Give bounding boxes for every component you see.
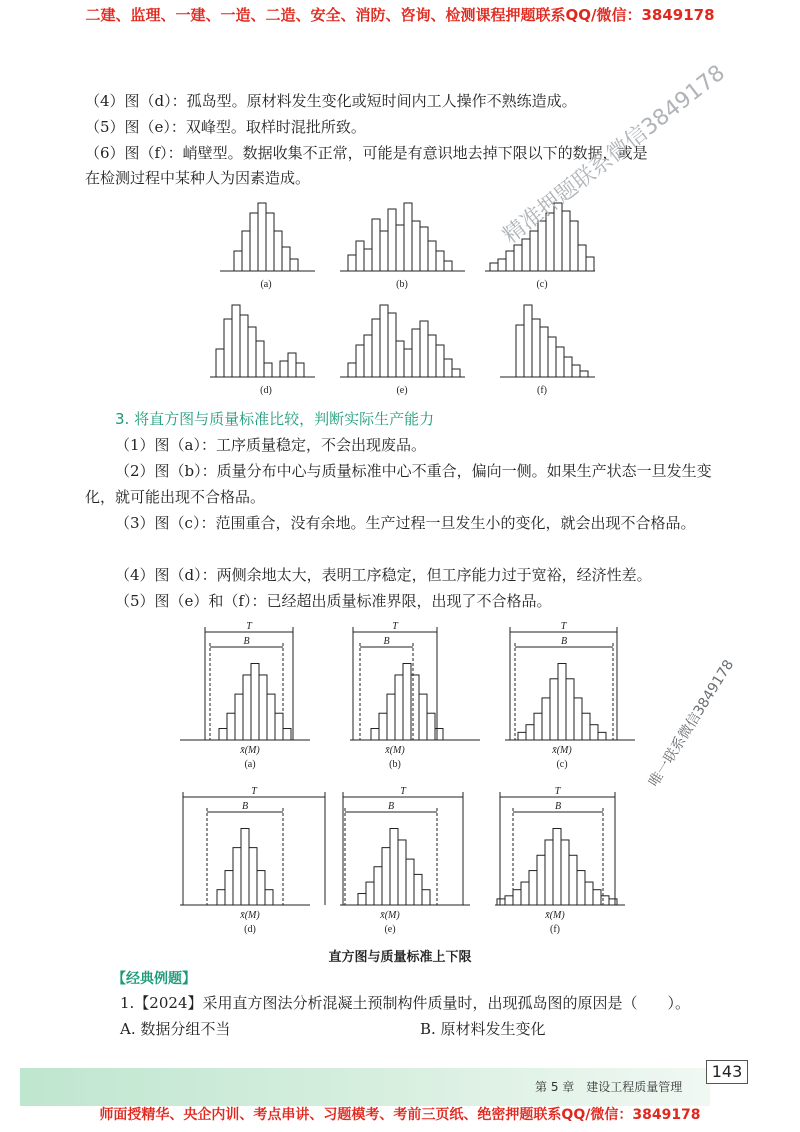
histogram-bar: [550, 679, 558, 740]
histogram-bar: [529, 871, 537, 905]
center-label: x̄(M): [385, 745, 405, 756]
histogram-bar: [566, 679, 574, 740]
fig1-label-a: (a): [260, 279, 272, 290]
paragraph-compare-a: （1）图（a）：工序质量稳定，不会出现废品。: [115, 436, 426, 454]
histogram-bar: [283, 729, 291, 740]
paragraph-compare-d: （4）图（d）：两侧余地太大，表明工序稳定，但工序能力过于宽裕，经济性差。: [115, 566, 652, 584]
tolerance-label: T: [400, 786, 406, 797]
fig1-label-e: (e): [396, 385, 408, 396]
footer-chapter: 第 5 章 建设工程质量管理: [535, 1080, 683, 1094]
histogram-bar: [601, 896, 609, 905]
histogram-bar: [521, 882, 529, 905]
figure-caption: 直方图与质量标准上下限: [328, 950, 472, 965]
panel-label: (c): [556, 759, 568, 770]
histogram-bar: [233, 848, 241, 905]
center-label: x̄(M): [240, 910, 260, 921]
histogram-bar: [371, 729, 379, 740]
histogram-limits-figure: [175, 620, 635, 940]
histogram-bar: [406, 859, 414, 905]
paragraph-cliff-type: （6）图（f）：峭壁型。数据收集不正常，可能是有意识地去掉下限以下的数据，或是: [85, 144, 648, 162]
panel-label: (f): [550, 924, 560, 935]
bottom-advert-banner: 师面授精华、央企内训、考点串讲、习题模考、考前三页纸、绝密押题联系QQ/微信：3849178: [99, 1107, 701, 1123]
top-advert-banner: 二建、监理、一建、一造、二造、安全、消防、咨询、检测课程押题联系QQ/微信：3849178: [85, 6, 715, 24]
histogram-bar: [574, 698, 582, 740]
histogram-bar: [609, 899, 617, 905]
histogram-bar: [382, 848, 390, 905]
histogram-bar: [542, 698, 550, 740]
paragraph-compare-c: （3）图（c）：范围重合，没有余地。生产过程一旦发生小的变化，就会出现不合格品。: [115, 514, 696, 532]
paragraph-compare-ef: （5）图（e）和（f）：已经超出质量标准界限，出现了不合格品。: [115, 592, 552, 610]
example-question: 1.【2024】采用直方图法分析混凝土预制构件质量时，出现孤岛图的原因是（ ）。: [120, 994, 690, 1012]
histogram-bar: [513, 890, 521, 905]
option-b: B. 原材料发生变化: [420, 1020, 546, 1038]
histogram-bar: [387, 694, 395, 740]
center-label: x̄(M): [240, 745, 260, 756]
paragraph-compare-b: （2）图（b）：质量分布中心与质量标准中心不重合，偏向一侧。如果生产状态一旦发生变化，就可能出现不合格品。: [85, 462, 712, 506]
tolerance-label: T: [560, 621, 567, 632]
watermark-diagonal-side: 唯一联系微信3849178: [646, 657, 738, 790]
histogram-bar: [241, 829, 249, 906]
histogram-bar: [395, 675, 403, 740]
histogram-bar: [225, 871, 233, 905]
histogram-bar: [598, 732, 606, 740]
histogram-bar: [422, 890, 430, 905]
histogram-bar: [259, 675, 267, 740]
fig1-label-c: (c): [536, 279, 548, 290]
histogram-bar: [414, 874, 422, 905]
histogram-bar: [403, 664, 411, 741]
histogram-bar: [526, 725, 534, 740]
paragraph-cliff-type-cont: 在检测过程中某种人为因素造成。: [85, 169, 311, 187]
histogram-bar: [585, 882, 593, 905]
fig1-label-f: (f): [537, 385, 547, 396]
spread-label: B: [554, 801, 562, 812]
paragraph-double-peak-type: （5）图（e）：双峰型。取样时混批所致。: [85, 118, 366, 136]
histogram-bar: [275, 713, 283, 740]
histogram-bar: [537, 855, 545, 905]
section-title-capability: 3. 将直方图与质量标准比较，判断实际生产能力: [115, 410, 435, 428]
histogram-bar: [379, 713, 387, 740]
histogram-bar: [217, 890, 225, 905]
histogram-bar: [545, 840, 553, 905]
panel-label: (e): [384, 924, 396, 935]
histogram-bar: [267, 694, 275, 740]
histogram-bar: [558, 664, 566, 741]
histogram-bar: [534, 713, 542, 740]
histogram-bar: [398, 840, 406, 905]
panel-label: (d): [244, 924, 256, 935]
histogram-bar: [358, 894, 366, 905]
spread-label: B: [560, 636, 568, 647]
center-label: x̄(M): [380, 910, 400, 921]
histogram-bar: [243, 675, 251, 740]
histogram-bar: [265, 890, 273, 905]
histogram-bar: [569, 855, 577, 905]
histogram-bar: [366, 882, 374, 905]
tolerance-label: T: [251, 786, 257, 797]
histogram-bar: [561, 840, 569, 905]
center-label: x̄(M): [545, 910, 565, 921]
histogram-bar: [553, 829, 561, 906]
example-section-tag: 【经典例题】: [112, 971, 196, 987]
histogram-bar: [419, 694, 427, 740]
panel-label: (b): [389, 759, 401, 770]
histogram-bar: [427, 713, 435, 740]
spread-label: B: [383, 636, 390, 647]
histogram-bar: [577, 871, 585, 905]
panel-label: (a): [244, 759, 256, 770]
histogram-bar: [227, 713, 235, 740]
histogram-bar: [374, 867, 382, 905]
histogram-bar: [251, 664, 259, 741]
tolerance-label: T: [246, 621, 252, 632]
histogram-bar: [593, 890, 601, 905]
histogram-bar: [235, 694, 243, 740]
watermark-diagonal-top: 精准押题联系微信3849178: [498, 60, 730, 249]
option-a: A. 数据分组不当: [120, 1020, 231, 1038]
tolerance-label: T: [392, 621, 398, 632]
histogram-bar: [219, 729, 227, 740]
tolerance-label: T: [554, 786, 561, 797]
page-number: 143: [706, 1060, 748, 1084]
histogram-bar: [497, 899, 505, 905]
histogram-bar: [435, 729, 443, 740]
histogram-shapes-figure: [200, 195, 620, 405]
fig1-label-d: (d): [260, 385, 272, 396]
histogram-bar: [249, 848, 257, 905]
histogram-bar: [411, 675, 419, 740]
histogram-bar: [390, 829, 398, 906]
center-label: x̄(M): [552, 745, 572, 756]
paragraph-isolated-type: （4）图（d）：孤岛型。原材料发生变化或短时间内工人操作不熟练造成。: [85, 92, 577, 110]
histogram-bar: [582, 713, 590, 740]
spread-label: B: [387, 801, 395, 812]
histogram-bar: [505, 896, 513, 905]
spread-label: B: [241, 801, 249, 812]
histogram-bar: [590, 725, 598, 740]
histogram-bar: [257, 871, 265, 905]
spread-label: B: [243, 636, 250, 647]
histogram-bar: [518, 732, 526, 740]
fig1-label-b: (b): [396, 279, 408, 290]
